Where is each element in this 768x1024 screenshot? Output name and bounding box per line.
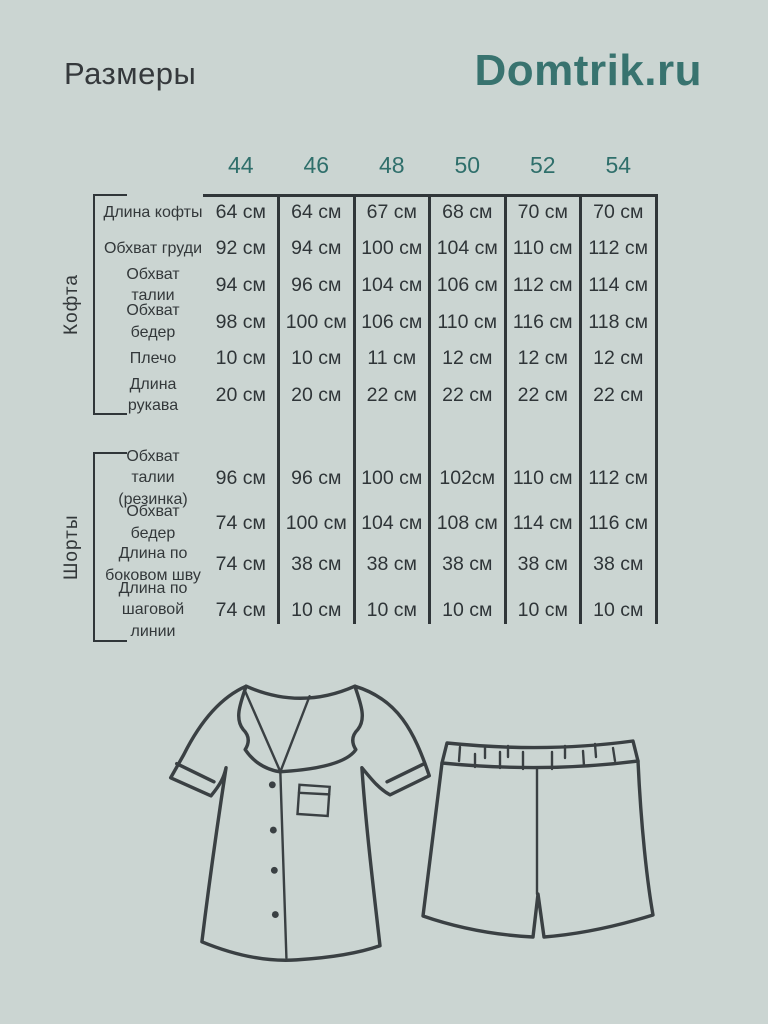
table-row [93,231,657,268]
measurement-value: 74 см [215,511,266,534]
measurement-value: 74 см [215,553,266,575]
measurement-value: 118 см [588,310,649,333]
measurement-value: 98 см [215,310,266,333]
measurement-value: 38 см [291,553,342,575]
measurement-value: 12 см [593,347,644,370]
measurement-value: 10 см [442,598,493,621]
table-row [93,340,657,377]
table-row [93,377,657,414]
measurement-value: 22 см [517,383,568,406]
row-label: Обхват талии [126,265,180,305]
table-row [93,304,657,341]
row-label: Длина по боковом шву [105,544,201,584]
measurement-value: 106 см [436,273,498,296]
measurement-value: 92 см [215,237,266,260]
measurement-value: 100 см [361,237,423,260]
measurement-value: 70 см [593,200,644,223]
measurement-value: 70 см [517,200,568,223]
measurement-value: 96 см [215,466,266,489]
measurement-value: 94 см [291,237,342,260]
measurement-value: 22 см [593,383,644,406]
measurement-value: 10 см [366,598,417,621]
page-title: Размеры [64,56,197,91]
size-column-header: 52 [529,152,556,178]
table-section-kofta [93,194,657,414]
table-row [93,504,657,542]
size-column-header: 46 [303,152,330,178]
measurement-value: 104 см [436,237,498,260]
row-label: Длина кофты [103,203,203,221]
measurement-value: 110 см [512,466,573,489]
measurement-value: 68 см [442,200,493,223]
measurement-value: 108 см [436,511,498,534]
measurement-value: 38 см [517,553,568,575]
measurement-value: 20 см [291,383,342,406]
table-row [93,447,657,508]
shorts-illustration [415,731,665,951]
table-section-shorty [93,447,657,640]
row-label: Обхват бедер [126,302,180,342]
size-column-header: 48 [378,152,405,178]
measurement-value: 110 см [512,237,573,260]
table-row [93,267,657,304]
measurement-value: 10 см [517,598,568,621]
measurement-value: 74 см [215,598,266,621]
measurement-value: 100 см [285,511,347,534]
measurement-value: 22 см [366,383,417,406]
size-header-row [203,152,656,179]
measurement-value: 38 см [442,553,493,575]
row-label: Обхват бедер [126,503,180,542]
measurement-value: 67 см [366,200,417,223]
measurement-value: 96 см [291,273,342,296]
measurement-value: 114 см [588,273,649,296]
shorts-drawing [415,731,665,946]
measurement-value: 10 см [291,598,342,621]
measurement-value: 116 см [512,310,573,333]
brand-logo: Domtrik.ru [474,46,702,95]
size-chart [50,140,690,660]
row-label: Длина рукава [127,375,179,415]
row-label: Обхват талии (резинка) [118,447,188,508]
measurement-value: 12 см [517,347,568,370]
row-label: Плечо [129,349,177,367]
measurement-value: 22 см [442,383,493,406]
measurement-value: 104 см [361,273,423,296]
measurement-value: 102см [439,466,496,489]
group-label-shorty: Шорты [61,514,82,580]
measurement-value: 96 см [291,466,342,489]
size-column-header: 54 [605,152,632,178]
size-column-header: 50 [454,152,481,178]
measurement-value: 104 см [361,511,423,534]
measurement-value: 112 см [588,237,649,260]
measurement-value: 10 см [215,347,266,370]
measurement-value: 114 см [512,511,573,534]
measurement-value: 10 см [291,347,342,370]
measurement-value: 106 см [361,310,423,333]
row-label: Обхват груди [103,240,202,258]
measurement-value: 100 см [361,466,423,489]
measurement-value: 64 см [215,200,266,223]
measurement-value: 38 см [366,553,417,575]
measurement-value: 112 см [512,273,573,296]
measurement-value: 12 см [442,347,493,370]
table-row [93,579,657,640]
size-column-header: 44 [227,152,254,178]
measurement-value: 38 см [593,553,644,575]
measurement-value: 110 см [437,310,498,333]
measurement-value: 116 см [588,511,649,534]
measurement-value: 100 см [285,310,347,333]
row-label: Длина по шаговой линии [118,579,188,640]
pajama-shirt-illustration [148,656,453,983]
measurement-value: 20 см [215,383,266,406]
pajama-shirt-drawing [148,656,453,978]
group-label-kofta: Кофта [61,274,82,335]
measurement-value: 64 см [291,200,342,223]
measurement-value: 94 см [215,273,266,296]
measurement-value: 112 см [588,466,649,489]
measurement-value: 11 см [367,347,417,370]
measurement-value: 10 см [593,598,644,621]
table-row [93,194,657,231]
